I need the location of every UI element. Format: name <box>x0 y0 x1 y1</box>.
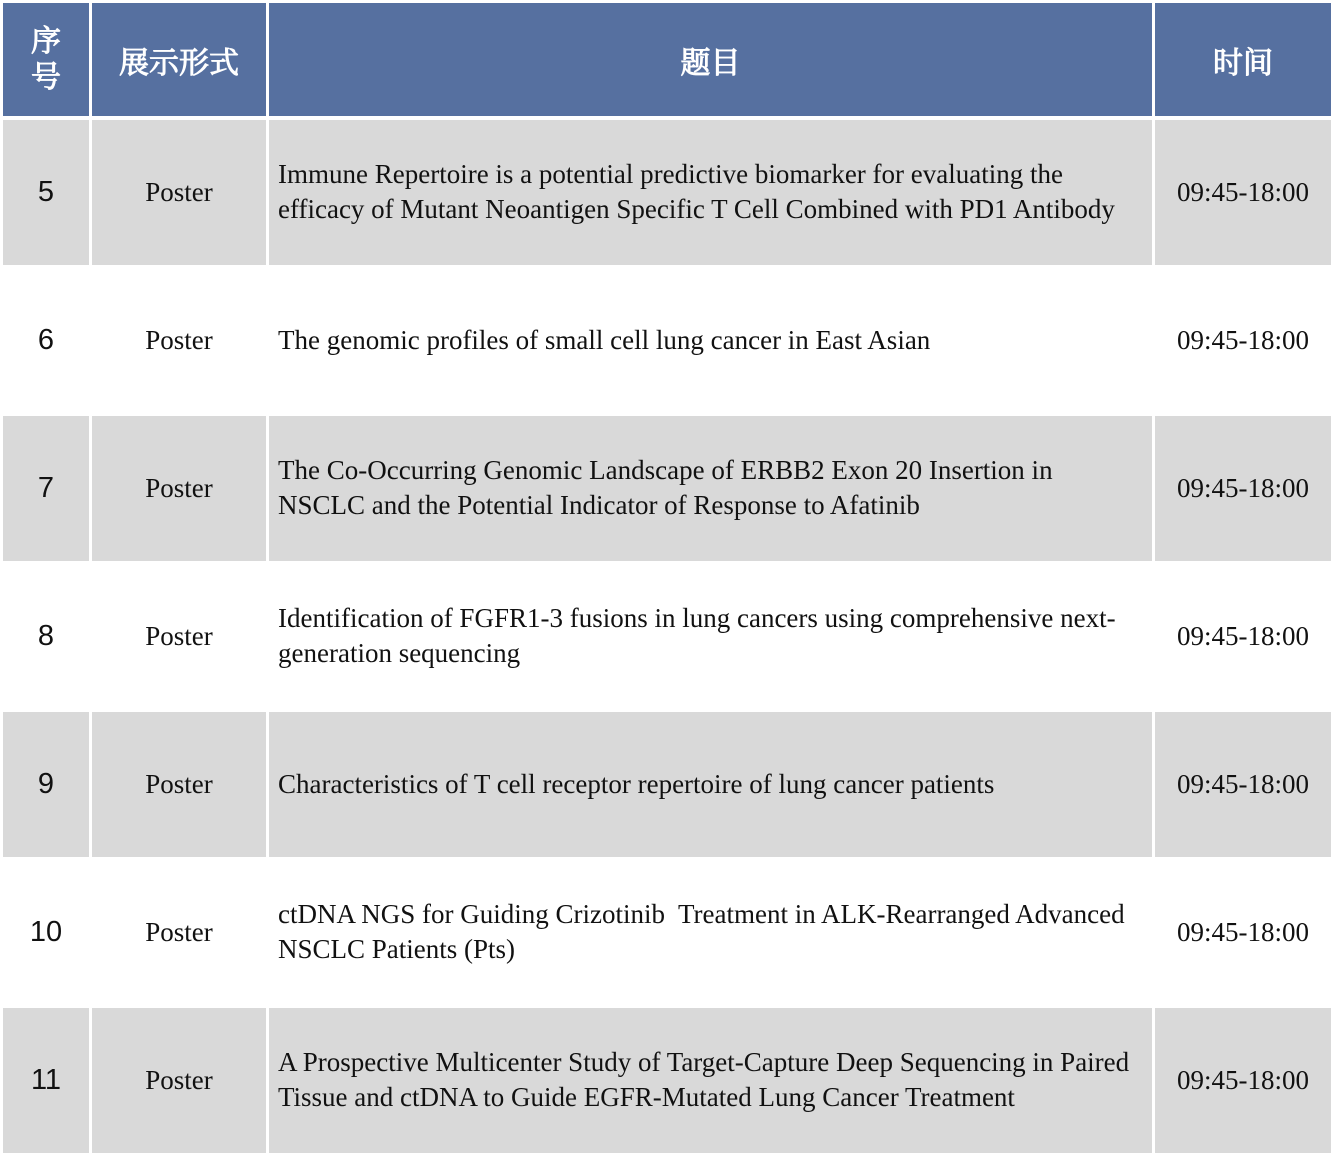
row-time: 09:45-18:00 <box>1154 562 1333 710</box>
header-title: 题目 <box>268 2 1154 119</box>
row-number: 5 <box>2 118 91 266</box>
header-number: 序号 <box>2 2 91 119</box>
row-number: 10 <box>2 858 91 1006</box>
row-format: Poster <box>91 1006 268 1154</box>
table-row <box>2 118 1333 266</box>
row-time: 09:45-18:00 <box>1154 1006 1333 1154</box>
row-format: Poster <box>91 266 268 414</box>
row-title: Identification of FGFR1-3 fusions in lung cancers using comprehensive next-generation sequencing <box>268 562 1154 710</box>
row-format: Poster <box>91 414 268 562</box>
table-row <box>2 1006 1333 1154</box>
row-format: Poster <box>91 118 268 266</box>
row-format: Poster <box>91 858 268 1006</box>
row-title: The genomic profiles of small cell lung cancer in East Asian <box>268 266 1154 414</box>
row-number: 7 <box>2 414 91 562</box>
table-row <box>2 414 1333 562</box>
row-format: Poster <box>91 562 268 710</box>
row-title: Characteristics of T cell receptor repertoire of lung cancer patients <box>268 710 1154 858</box>
row-number: 8 <box>2 562 91 710</box>
row-time: 09:45-18:00 <box>1154 858 1333 1006</box>
table-row <box>2 710 1333 858</box>
row-title: A Prospective Multicenter Study of Target-Capture Deep Sequencing in Paired Tissue and ctDNA to Guide EGFR-Mutated Lung Cancer Treatment <box>268 1006 1154 1154</box>
row-number: 6 <box>2 266 91 414</box>
table-row <box>2 266 1333 414</box>
table-header-row <box>2 2 1333 119</box>
row-format: Poster <box>91 710 268 858</box>
table-row <box>2 858 1333 1006</box>
row-time: 09:45-18:00 <box>1154 266 1333 414</box>
row-time: 09:45-18:00 <box>1154 414 1333 562</box>
row-time: 09:45-18:00 <box>1154 118 1333 266</box>
table-row <box>2 562 1333 710</box>
row-title: ctDNA NGS for Guiding Crizotinib Treatment in ALK-Rearranged Advanced NSCLC Patients (Pts) <box>268 858 1154 1006</box>
row-number: 11 <box>2 1006 91 1154</box>
header-time: 时间 <box>1154 2 1333 119</box>
header-format: 展示形式 <box>91 2 268 119</box>
row-number: 9 <box>2 710 91 858</box>
row-time: 09:45-18:00 <box>1154 710 1333 858</box>
row-title: Immune Repertoire is a potential predictive biomarker for evaluating the efficacy of Mutant Neoantigen Specific T Cell Combined with PD1 Antibody <box>268 118 1154 266</box>
row-title: The Co-Occurring Genomic Landscape of ERBB2 Exon 20 Insertion in NSCLC and the Potential Indicator of Response to Afatinib <box>268 414 1154 562</box>
